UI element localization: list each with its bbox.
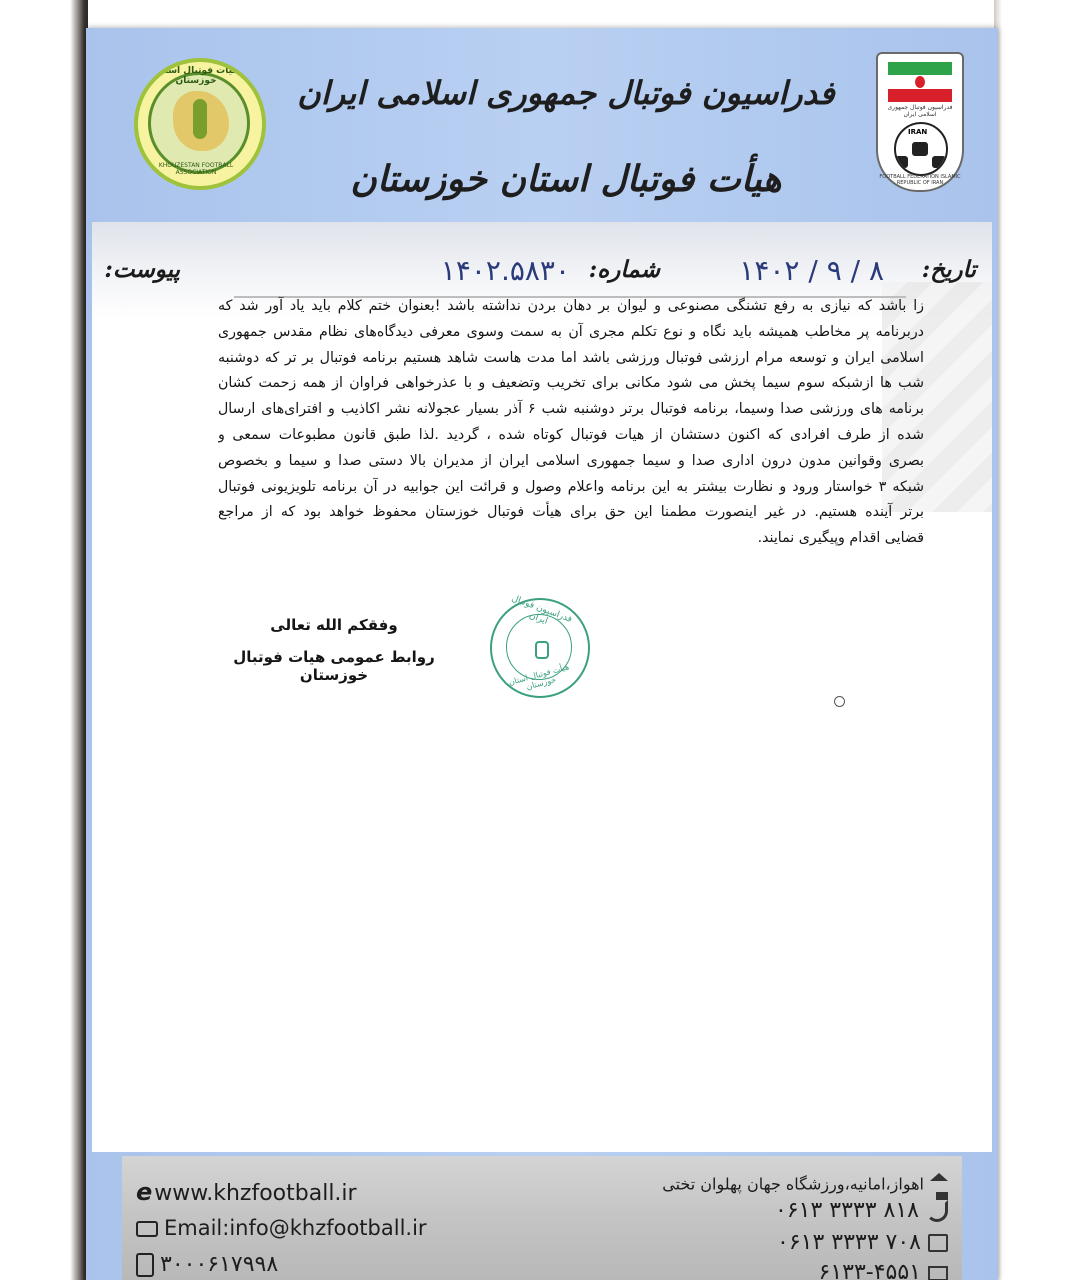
khuzestan-logo-text-fa: هیأت فوتبال استان خوزستان (153, 66, 239, 86)
body-line: شبکه ۳ خواستار ورود و نظارت بیشتر به این برنامه واعلام وصول و قرائت این جوابیه در آن برنامه تلویزیونی فوتبال (218, 478, 924, 495)
khuzestan-logo-emblem (148, 72, 250, 174)
body-line: برنامه های ورزشی صدا وسیما، برنامه فوتبال برتر دوشنبه شب ۶ آذر بسیار عجولانه نشر اکاذیب و افترای‌های ارسال (218, 401, 924, 418)
stamp-text-top: فدراسیون فوتبال ایران (510, 593, 574, 627)
circle-mark (834, 696, 845, 707)
phone-number: ۰۶۱۳ ۳۳۳۳ ۸۱۸ (775, 1198, 919, 1223)
po-box-number: ۶۱۳۳-۴۵۵۱ (818, 1260, 921, 1280)
federation-logo-ring-text: FOOTBALL FEDERATION ISLAMIC REPUBLIC OF IRAN (879, 174, 961, 186)
fax-icon (928, 1234, 948, 1252)
body-line: قضایی اقدام وپیگیری نمایند. (757, 530, 924, 547)
email-address[interactable]: Email:info@khzfootball.ir (164, 1216, 427, 1240)
mobile-phone-icon (136, 1253, 154, 1277)
website-row (136, 1178, 357, 1206)
letterhead-header (86, 28, 998, 228)
sms-row (136, 1252, 278, 1277)
body-line: دربرنامه پر مخاطب همیشه باید نگاه و نوع تکلم مجری آن به سمت وسوی معرفی دیدگاه‌های نظام مقدس جمهوری (218, 323, 924, 340)
address-text: اهواز،امانیه،ورزشگاه جهان پهلوان تختی (662, 1174, 924, 1194)
telephone-icon (926, 1200, 948, 1222)
fax-row (777, 1230, 948, 1255)
body-line: برتر آینده هستیم. در غیر اینصورت مطمنا این حق برای هیأت فوتبال خوزستان محفوظ خواهد بود که از مراجع (218, 504, 924, 521)
body-line: اسلامی ایران و توسعه مرام ارزشی فوتبال ورزشی باشد اما مدت هاست شاهد هستیم برنامه فوتبال بر تر که دوشنبه (218, 349, 924, 366)
number-label: شماره: (588, 256, 660, 283)
khuzestan-logo-text-en: KHOUZESTAN FOOTBALL ASSOCIATION (158, 162, 234, 176)
letter-body-text (218, 294, 924, 552)
association-title: هیأت فوتبال استان خوزستان (350, 158, 782, 200)
email-row (136, 1216, 427, 1240)
number-value: ۱۴۰۲.۵۸۳۰ (440, 254, 570, 287)
photo-background-right (994, 0, 1080, 1280)
flag-emblem-icon (915, 76, 925, 88)
website-link[interactable]: www.khzfootball.ir (154, 1181, 357, 1206)
web-icon: e (136, 1178, 153, 1206)
attachment-label: پیوست: (104, 256, 180, 283)
federation-title: فدراسیون فوتبال جمهوری اسلامی ایران (297, 74, 835, 112)
closing-phrase: وفقکم الله تعالی (270, 616, 398, 634)
ball-label: IRAN (908, 128, 928, 136)
football-federation-logo (876, 52, 964, 192)
envelope-icon (136, 1221, 158, 1237)
body-line: زا باشد که نیازی به رفع تشنگی مصنوعی و لیوان بر دهان بردن نداشته باشد !بعنوان ختم کلام باید یاد آور شد که (218, 298, 924, 314)
mailbox-icon (928, 1266, 948, 1280)
letterhead-footer (122, 1156, 962, 1280)
body-line: شب ها ازشبکه سوم سیما پخش می شود مکانی برای تخریب وتضعیف و با عذرخواهی فراوان از همه زحمت کشان (218, 375, 924, 392)
letterhead-sheet (86, 28, 998, 1280)
po-box-row (819, 1260, 948, 1280)
letter-body-panel (92, 222, 992, 1152)
signer-name: روابط عمومی هیات فوتبال خوزستان (233, 648, 435, 684)
date-label: تاریخ: (921, 256, 976, 283)
iran-flag-icon (888, 62, 952, 102)
official-stamp (490, 593, 590, 698)
photo-background-left (0, 0, 88, 1280)
sms-number: ۳۰۰۰۶۱۷۹۹۸ (160, 1252, 279, 1277)
federation-logo-caption: فدراسیون فوتبال جمهوری اسلامی ایران (887, 104, 953, 118)
phone-row (775, 1198, 948, 1223)
body-line: بصری وقوانین مدون درون اداری صدا و سیما جمهوری اسلامی ایران از مدیران بالا دستی صدا و سیما و بخصوص (218, 452, 924, 469)
emblem-icon (535, 641, 549, 659)
fax-number: ۰۶۱۳ ۳۳۳۳ ۷۰۸ (777, 1230, 921, 1255)
palm-tree-icon (193, 99, 207, 139)
date-value: ۱۴۰۲ / ۹ / ۸ (739, 254, 884, 287)
signature-block (222, 616, 446, 684)
khuzestan-association-logo (134, 58, 266, 190)
body-line: شده از طرف افرادی که اکنون دستشان از هیات فوتبال کوتاه شده ، گردید .لذا طبق قانون مطبوعات سمعی و (218, 426, 924, 443)
stamp-text-bottom: هیأت فوتبال استان خوزستان (507, 662, 571, 692)
football-icon (894, 122, 948, 176)
